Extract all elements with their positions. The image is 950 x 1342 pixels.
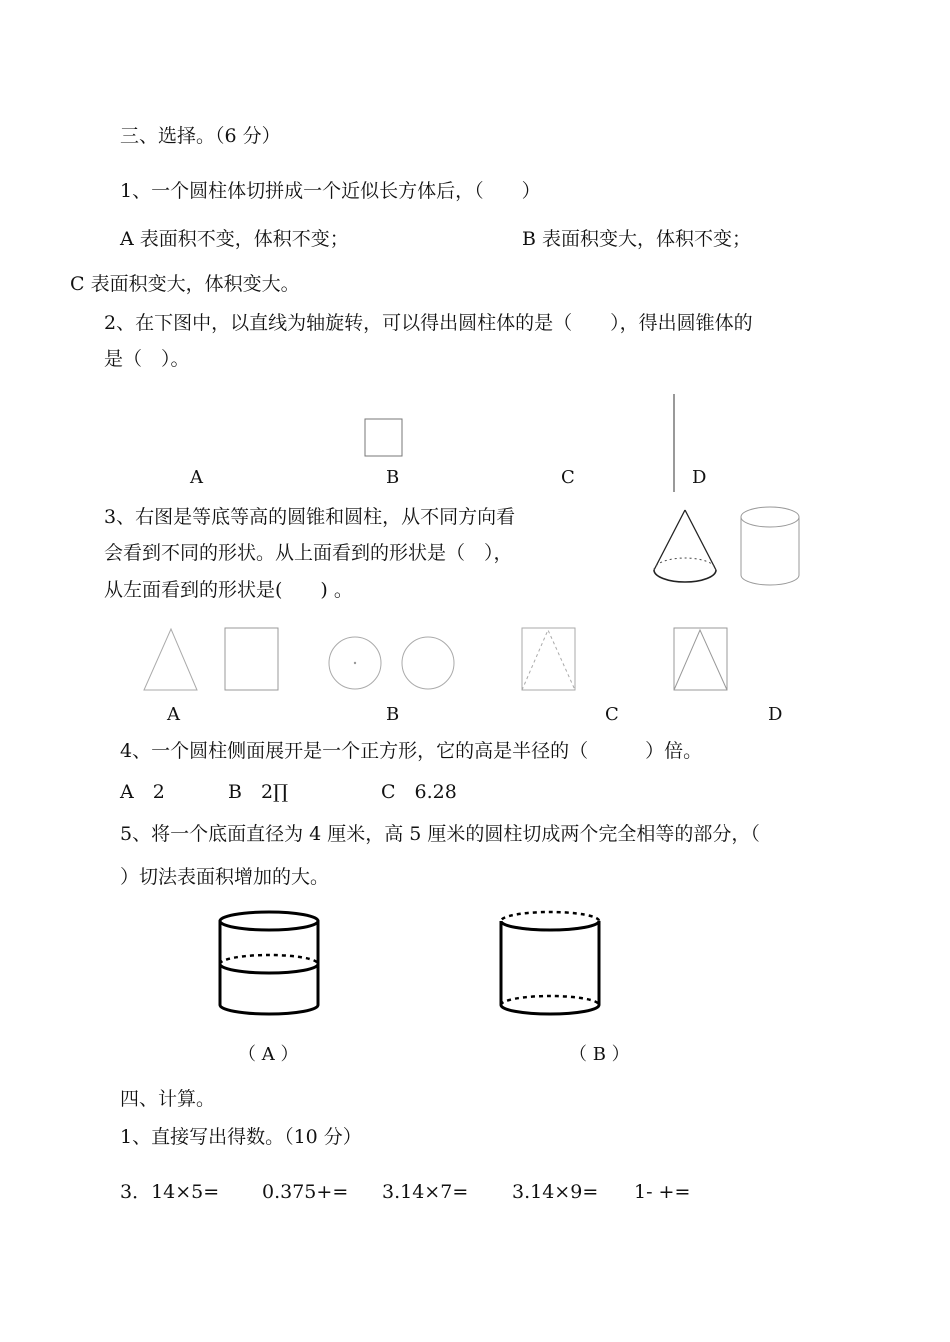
q2-label-d: D — [692, 467, 707, 488]
q5-label-b: （ B ） — [569, 1044, 630, 1065]
calc-item-5: 1- += — [634, 1181, 691, 1203]
q1-stem: 1、一个圆柱体切拼成一个近似长方体后，（ ） — [120, 180, 541, 202]
q2-stem-line2: 是（ ）。 — [104, 348, 190, 370]
q3-label-d: D — [768, 704, 783, 725]
q3-option-c-square-dashed-triangle — [521, 627, 577, 693]
q4-option-c: C 6.28 — [381, 781, 457, 803]
section4-q1-stem: 1、直接写出得数。（10 分） — [120, 1126, 362, 1148]
q3-stem-line2: 会看到不同的形状。从上面看到的形状是（ ）， — [104, 542, 513, 564]
q1-option-a: A 表面积不变，体积不变； — [120, 228, 349, 250]
q3-option-a-rectangle — [224, 627, 280, 693]
q3-option-d-square-triangle — [673, 627, 729, 693]
calc-item-4: 3.14×9= — [512, 1181, 599, 1203]
calc-item-2: 0.375+= — [262, 1181, 349, 1203]
q5-cylinder-vertical-cut — [499, 910, 603, 1018]
q5-label-a: （ A ） — [238, 1044, 299, 1065]
q3-stem-line1: 3、右图是等底等高的圆锥和圆柱，从不同方向看 — [104, 506, 516, 528]
calc-item-3: 3.14×7= — [382, 1181, 469, 1203]
q5-stem-line1: 5、将一个底面直径为 4 厘米，高 5 厘米的圆柱切成两个完全相等的部分，（ — [120, 823, 760, 845]
q4-option-a: A 2 — [120, 781, 165, 803]
q3-label-c: C — [605, 704, 619, 725]
q2-label-c: C — [561, 467, 575, 488]
q3-option-a-triangle — [142, 627, 200, 693]
q4-option-b: B 2∏ — [228, 781, 289, 803]
q3-label-b: B — [386, 704, 400, 725]
section4-heading: 四、计算。 — [120, 1088, 216, 1110]
q1-option-c: C 表面积变大，体积变大。 — [70, 273, 300, 295]
cylinder-figure — [740, 505, 804, 589]
q2-axis-line — [672, 394, 676, 494]
q3-option-b-circle-dot — [328, 636, 384, 692]
calc-item-1: 3．14×5= — [120, 1181, 220, 1203]
q3-option-b-circle — [401, 636, 457, 692]
q5-stem-line2: ）切法表面积增加的大。 — [120, 866, 330, 888]
q3-stem-line3: 从左面看到的形状是( ) 。 — [104, 579, 353, 601]
section3-heading: 三、选择。（6 分） — [120, 125, 281, 147]
q2-label-a: A — [190, 467, 203, 488]
q5-cylinder-horizontal-cut — [218, 910, 322, 1018]
q3-label-a: A — [167, 704, 180, 725]
q1-option-b: B 表面积变大，体积不变； — [522, 228, 752, 250]
cone-figure — [652, 508, 732, 588]
q2-square-figure — [364, 418, 404, 458]
q4-stem: 4、一个圆柱侧面展开是一个正方形，它的高是半径的（ ）倍。 — [120, 740, 703, 762]
q2-label-b: B — [386, 467, 400, 488]
q2-stem-line1: 2、在下图中，以直线为轴旋转，可以得出圆柱体的是（ ），得出圆锥体的 — [104, 312, 753, 334]
